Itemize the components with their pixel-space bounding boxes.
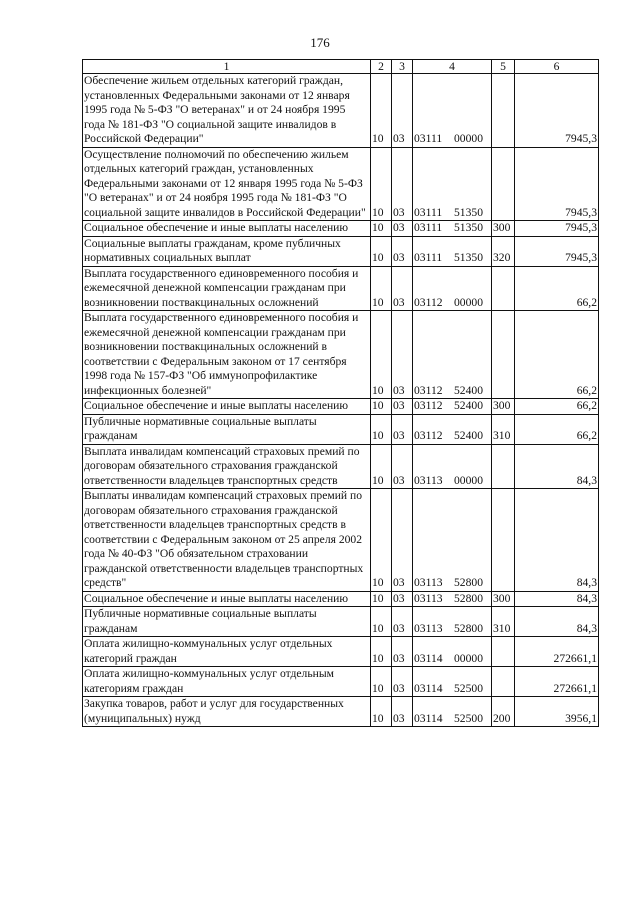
row-target-article-cell <box>413 607 492 637</box>
row-amount: 272661,1 <box>515 667 599 697</box>
row-amount: 7945,3 <box>515 221 599 237</box>
row-expense-type-code <box>492 147 515 221</box>
row-section-code: 10 <box>371 444 392 489</box>
row-description: Социальное обеспечение и иные выплаты населению <box>83 591 371 607</box>
row-section-code: 10 <box>371 607 392 637</box>
row-section-code: 10 <box>371 667 392 697</box>
row-target-article-cell <box>413 221 492 237</box>
row-expense-type-code: 200 <box>492 697 515 727</box>
row-amount: 3956,1 <box>515 697 599 727</box>
row-amount: 66,2 <box>515 399 599 415</box>
row-subsection-code: 03 <box>392 236 413 266</box>
row-subsection-code: 03 <box>392 591 413 607</box>
row-amount: 84,3 <box>515 444 599 489</box>
row-target-article-prefix: 03112 <box>414 383 443 397</box>
row-expense-type-code <box>492 637 515 667</box>
row-section-code: 10 <box>371 591 392 607</box>
row-target-article-suffix: 52800 <box>454 621 483 635</box>
table-row <box>83 667 599 697</box>
row-target-article-suffix: 00000 <box>454 132 483 145</box>
row-target-article-suffix: 52400 <box>454 383 483 397</box>
row-expense-type-code <box>492 444 515 489</box>
row-subsection-code: 03 <box>392 74 413 148</box>
table-row <box>83 399 599 415</box>
row-target-article-prefix: 03111 <box>414 251 443 264</box>
row-target-article-suffix: 00000 <box>454 473 483 487</box>
row-section-code: 10 <box>371 266 392 311</box>
table-row <box>83 637 599 667</box>
row-subsection-code: 03 <box>392 489 413 592</box>
row-target-article-prefix: 03111 <box>414 132 443 145</box>
table-row <box>83 414 599 444</box>
row-description: Выплата инвалидам компенсаций страховых премий по договорам обязательного страхования гражданской ответственности владельцев транспортных средств <box>83 444 371 489</box>
row-subsection-code: 03 <box>392 444 413 489</box>
row-target-article-cell <box>413 697 492 727</box>
row-target-article-prefix: 03113 <box>414 591 443 605</box>
row-amount: 66,2 <box>515 266 599 311</box>
row-section-code: 10 <box>371 311 392 399</box>
row-amount: 84,3 <box>515 489 599 592</box>
column-header: 2 <box>371 60 392 74</box>
row-target-article-cell <box>413 236 492 266</box>
row-target-article-suffix: 00000 <box>454 295 483 309</box>
row-target-article-prefix: 03111 <box>414 205 443 219</box>
row-description: Выплата государственного единовременного пособия и ежемесячной денежной компенсации гражданам при возникновении поствакцинальных осложнений в соответствии с Федеральным законом от 17 сентября 1998 года № 157-ФЗ "Об иммунопрофилактике инфекционных болезней" <box>83 311 371 399</box>
row-subsection-code: 03 <box>392 311 413 399</box>
row-subsection-code: 03 <box>392 221 413 237</box>
row-expense-type-code: 320 <box>492 236 515 266</box>
row-target-article-cell <box>413 266 492 311</box>
row-expense-type-code <box>492 311 515 399</box>
row-section-code: 10 <box>371 74 392 148</box>
row-amount: 272661,1 <box>515 637 599 667</box>
row-amount: 7945,3 <box>515 236 599 266</box>
row-description: Социальное обеспечение и иные выплаты населению <box>83 399 371 415</box>
row-target-article-prefix: 03112 <box>414 295 443 309</box>
row-target-article-prefix: 03114 <box>414 711 443 725</box>
row-amount: 66,2 <box>515 414 599 444</box>
row-subsection-code: 03 <box>392 667 413 697</box>
row-section-code: 10 <box>371 489 392 592</box>
row-target-article-cell <box>413 414 492 444</box>
row-description: Выплаты инвалидам компенсаций страховых премий по договорам обязательного страхования гражданской ответственности владельцев транспортных средств в соответствии с Федеральным законом от 25 апреля 2002 года № 40-ФЗ "Об обязательном страховании гражданской ответственности владельцев транспортных средств" <box>83 489 371 592</box>
row-section-code: 10 <box>371 236 392 266</box>
row-section-code: 10 <box>371 414 392 444</box>
row-expense-type-code <box>492 667 515 697</box>
row-subsection-code: 03 <box>392 637 413 667</box>
column-header: 6 <box>515 60 599 74</box>
row-description: Социальное обеспечение и иные выплаты населению <box>83 221 371 237</box>
column-header: 1 <box>83 60 371 74</box>
row-target-article-suffix: 52500 <box>454 711 483 725</box>
table-row <box>83 74 599 148</box>
row-description: Публичные нормативные социальные выплаты гражданам <box>83 414 371 444</box>
table-row <box>83 444 599 489</box>
row-expense-type-code: 300 <box>492 399 515 415</box>
table-row <box>83 221 599 237</box>
row-target-article-cell <box>413 489 492 592</box>
row-target-article-suffix: 51350 <box>454 251 483 264</box>
row-expense-type-code <box>492 74 515 148</box>
row-section-code: 10 <box>371 637 392 667</box>
row-description: Осуществление полномочий по обеспечению жильем отдельных категорий граждан, установленных Федеральными законами от 12 января 1995 года № 5-ФЗ "О ветеранах" и от 24 ноября 1995 года № 181-ФЗ "О социальной защите инвалидов в Российской Федерации" <box>83 147 371 221</box>
row-target-article-cell <box>413 444 492 489</box>
row-target-article-suffix: 52400 <box>454 429 483 442</box>
row-description: Оплата жилищно-коммунальных услуг отдельным категориям граждан <box>83 667 371 697</box>
row-target-article-suffix: 52800 <box>454 591 483 605</box>
row-target-article-suffix: 00000 <box>454 651 483 665</box>
row-expense-type-code: 310 <box>492 414 515 444</box>
row-subsection-code: 03 <box>392 399 413 415</box>
row-expense-type-code: 310 <box>492 607 515 637</box>
row-amount: 84,3 <box>515 607 599 637</box>
row-description: Закупка товаров, работ и услуг для государственных (муниципальных) нужд <box>83 697 371 727</box>
table-row <box>83 697 599 727</box>
row-section-code: 10 <box>371 221 392 237</box>
row-target-article-cell <box>413 591 492 607</box>
row-target-article-prefix: 03112 <box>414 429 443 442</box>
budget-table <box>82 59 599 727</box>
row-subsection-code: 03 <box>392 607 413 637</box>
row-expense-type-code <box>492 489 515 592</box>
table-row <box>83 607 599 637</box>
row-amount: 66,2 <box>515 311 599 399</box>
row-target-article-cell <box>413 147 492 221</box>
row-subsection-code: 03 <box>392 414 413 444</box>
table-row <box>83 236 599 266</box>
table-header-row <box>83 60 599 74</box>
column-header: 3 <box>392 60 413 74</box>
row-expense-type-code <box>492 266 515 311</box>
row-section-code: 10 <box>371 147 392 221</box>
row-target-article-prefix: 03112 <box>414 399 443 412</box>
row-target-article-cell <box>413 399 492 415</box>
row-section-code: 10 <box>371 697 392 727</box>
row-expense-type-code: 300 <box>492 591 515 607</box>
table-row <box>83 266 599 311</box>
row-target-article-suffix: 52400 <box>454 399 483 412</box>
row-description: Оплата жилищно-коммунальных услуг отдельных категорий граждан <box>83 637 371 667</box>
row-target-article-prefix: 03114 <box>414 681 443 695</box>
row-target-article-prefix: 03111 <box>414 221 443 234</box>
row-expense-type-code: 300 <box>492 221 515 237</box>
row-target-article-prefix: 03113 <box>414 473 443 487</box>
row-target-article-cell <box>413 311 492 399</box>
row-description: Публичные нормативные социальные выплаты гражданам <box>83 607 371 637</box>
row-description: Социальные выплаты гражданам, кроме публичных нормативных социальных выплат <box>83 236 371 266</box>
row-subsection-code: 03 <box>392 266 413 311</box>
row-amount: 84,3 <box>515 591 599 607</box>
row-subsection-code: 03 <box>392 697 413 727</box>
row-amount: 7945,3 <box>515 147 599 221</box>
row-target-article-cell <box>413 74 492 148</box>
column-header: 5 <box>492 60 515 74</box>
row-target-article-suffix: 52800 <box>454 576 483 589</box>
table-row <box>83 147 599 221</box>
row-amount: 7945,3 <box>515 74 599 148</box>
row-description: Обеспечение жильем отдельных категорий граждан, установленных Федеральными законами от 12 января 1995 года № 5-ФЗ "О ветеранах" и от 24 ноября 1995 года № 181-ФЗ "О социальной защите инвалидов в Российской Федерации" <box>83 74 371 148</box>
table-row <box>83 489 599 592</box>
row-subsection-code: 03 <box>392 147 413 221</box>
row-target-article-suffix: 51350 <box>454 221 483 234</box>
row-target-article-cell <box>413 667 492 697</box>
row-target-article-prefix: 03113 <box>414 576 443 589</box>
row-target-article-cell <box>413 637 492 667</box>
row-section-code: 10 <box>371 399 392 415</box>
table-row <box>83 591 599 607</box>
row-target-article-suffix: 51350 <box>454 205 483 219</box>
column-header: 4 <box>413 60 492 74</box>
row-target-article-prefix: 03114 <box>414 651 443 665</box>
row-target-article-prefix: 03113 <box>414 621 443 635</box>
row-description: Выплата государственного единовременного пособия и ежемесячной денежной компенсации гражданам при возникновении поствакцинальных осложнений <box>83 266 371 311</box>
row-target-article-suffix: 52500 <box>454 681 483 695</box>
table-row <box>83 311 599 399</box>
page-number: 176 <box>310 35 330 50</box>
